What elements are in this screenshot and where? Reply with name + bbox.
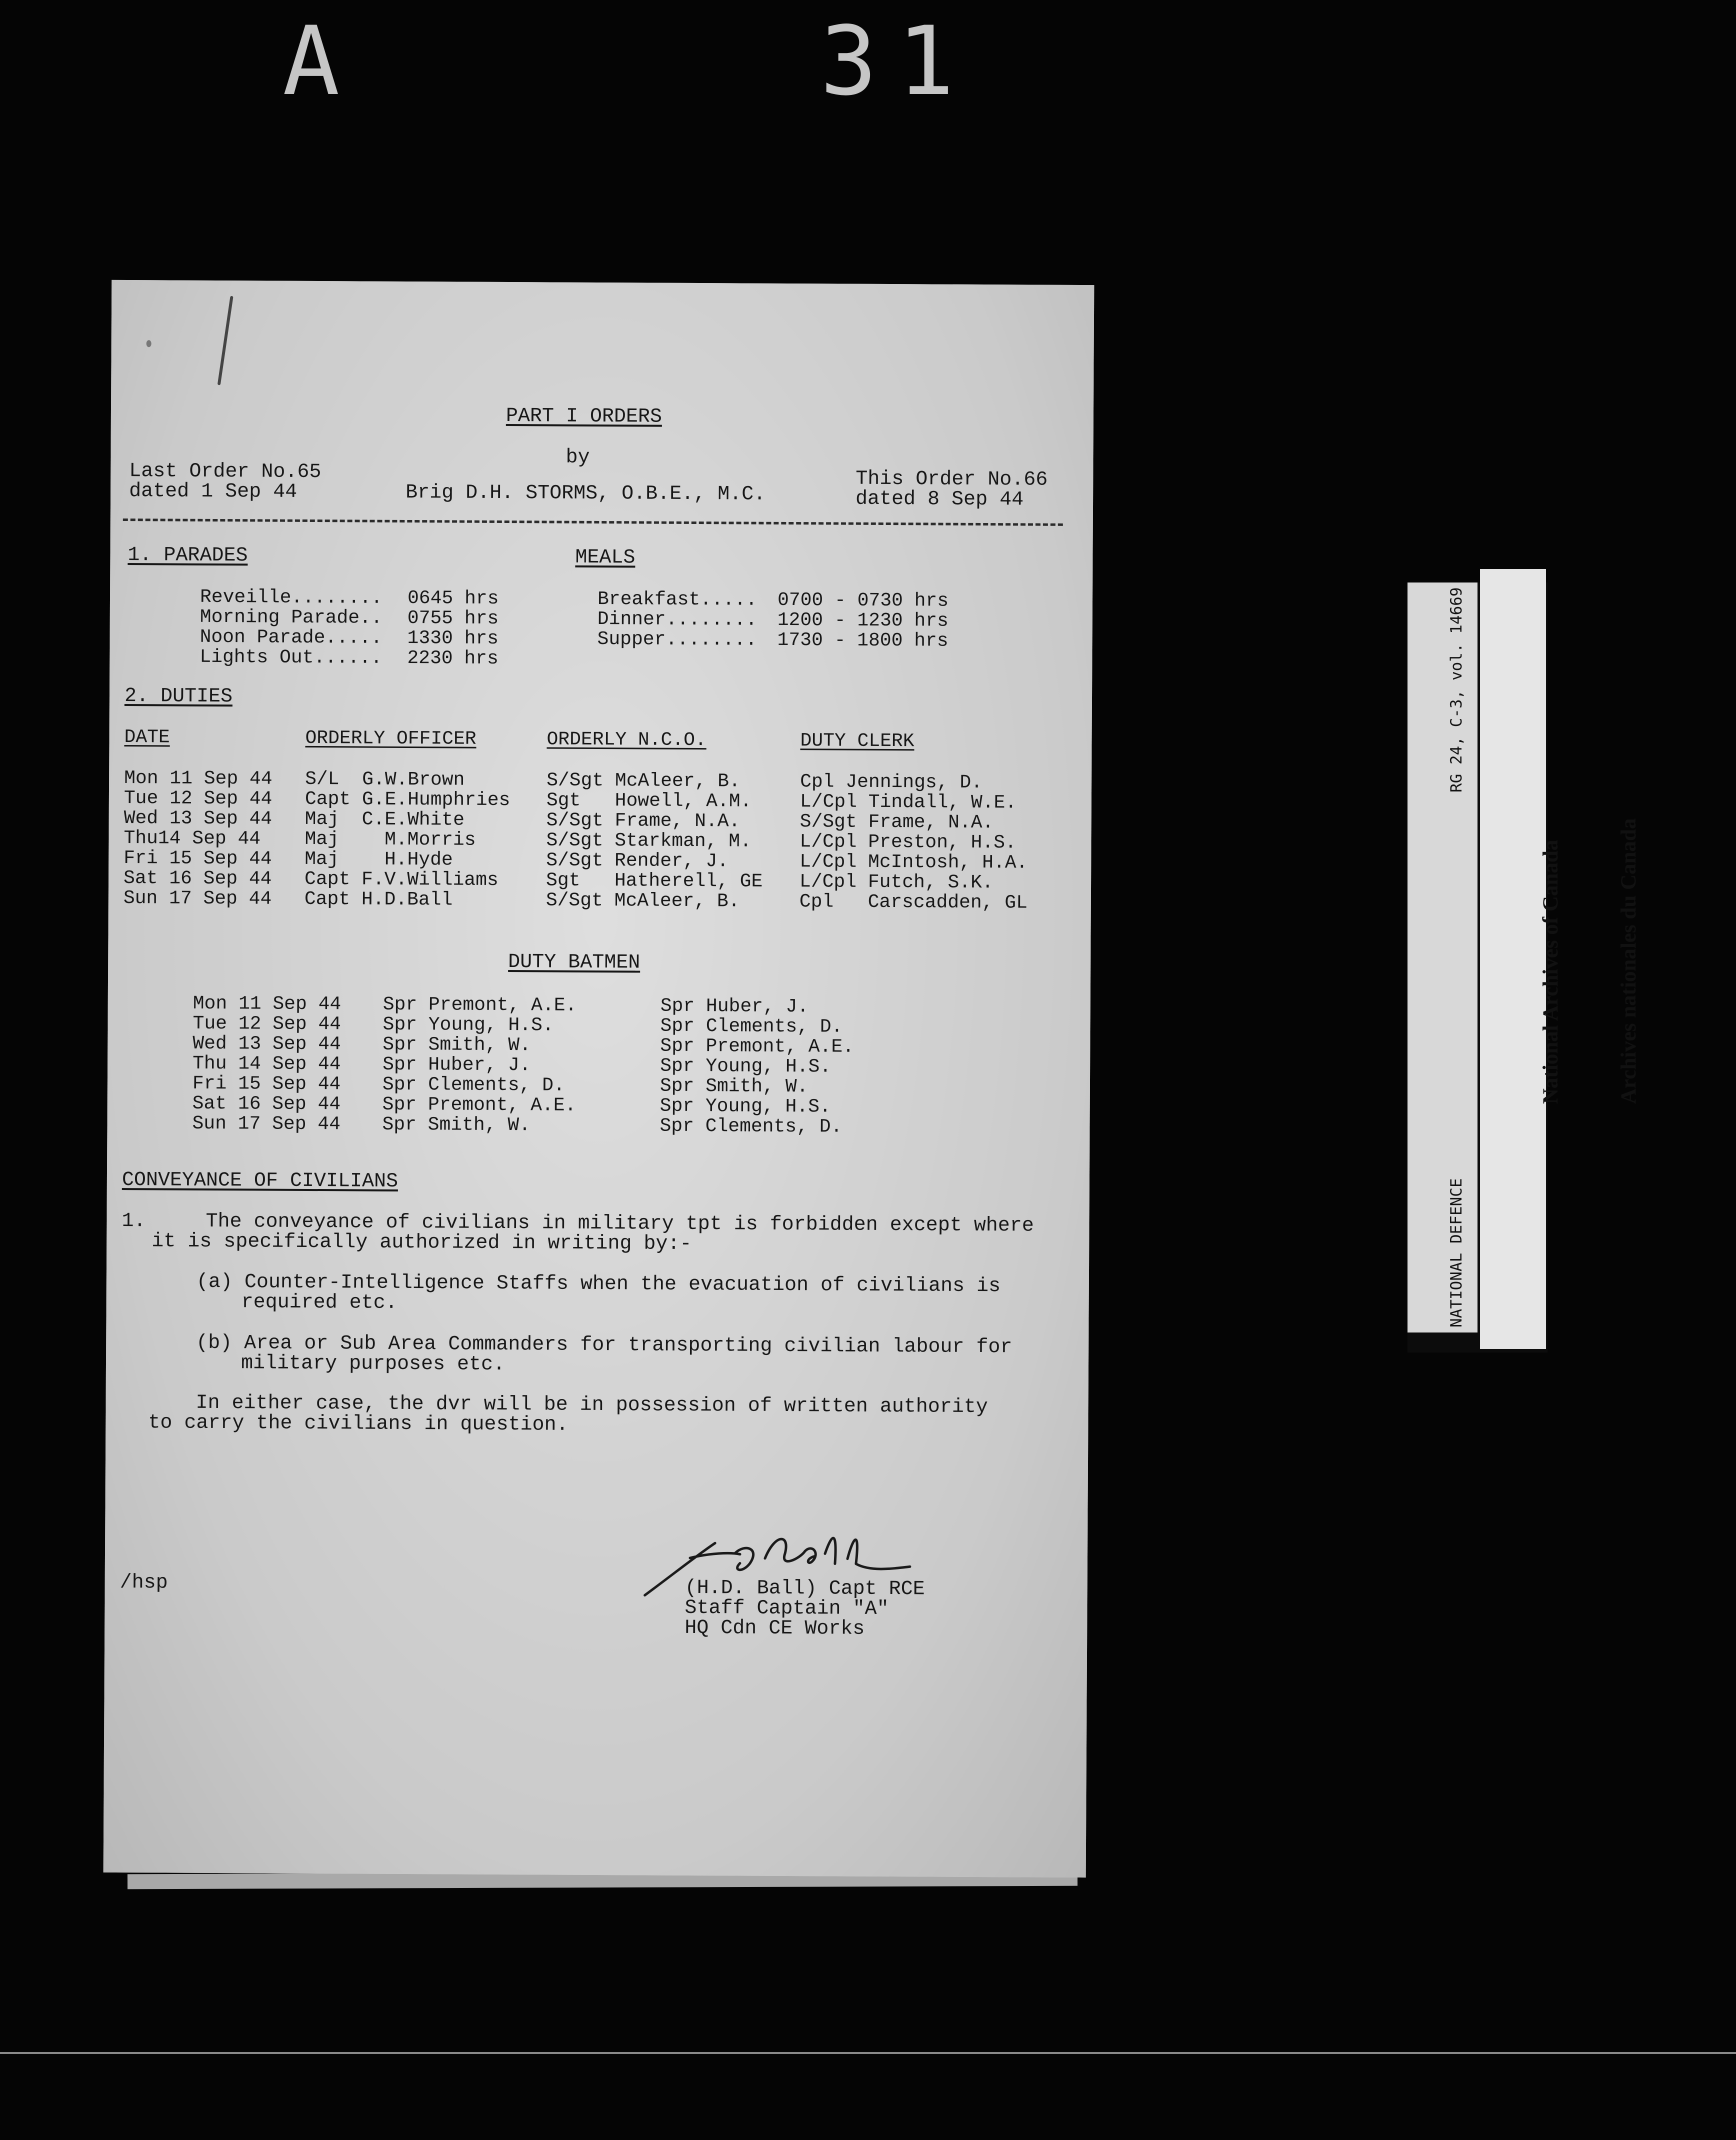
last-order-number: Last Order No.65	[129, 460, 322, 484]
batman-date: Fri 15 Sep 44	[192, 1072, 341, 1096]
parade-label: Lights Out......	[200, 646, 382, 669]
conveyance-para-line: 1. The conveyance of civilians in military tpt is forbidden except where	[122, 1210, 1034, 1238]
parade-label: Noon Parade.....	[200, 626, 382, 649]
conveyance-para-line: it is specifically authorized in writing by:-	[152, 1230, 692, 1256]
meal-time: 0700 - 0730 hrs	[777, 589, 949, 612]
frame-divider	[0, 2052, 1736, 2054]
parade-time: 0755 hrs	[407, 607, 499, 630]
duty-date: Sat 16 Sep 44	[123, 868, 272, 890]
batman-first: Spr Premont, A.E.	[382, 994, 577, 1016]
issuing-officer: Brig D.H. STORMS, O.B.E., M.C.	[406, 481, 766, 506]
last-order-date: dated 1 Sep 44	[129, 480, 298, 504]
orderly-nco: S/Sgt Render, J.	[546, 850, 729, 872]
parade-time: 0645 hrs	[407, 587, 499, 610]
duty-clerk: L/Cpl Futch, S.K.	[799, 871, 994, 894]
batman-date: Thu 14 Sep 44	[192, 1052, 341, 1076]
batman-second: Spr Smith, W.	[660, 1075, 808, 1098]
conveyance-item-a: (a) Counter-Intelligence Staffs when the evacuation of civilians is	[196, 1270, 1001, 1298]
duties-col-officer: ORDERLY OFFICER	[305, 727, 476, 750]
header-divider	[123, 518, 1063, 526]
signatory-title: Staff Captain "A"	[684, 1596, 889, 1621]
order-document	[104, 280, 1094, 1878]
duty-date: Wed 13 Sep 44	[124, 808, 272, 830]
orderly-nco: S/Sgt Frame, N.A.	[546, 810, 740, 832]
parade-time: 2230 hrs	[407, 647, 498, 670]
batman-date: Sun 17 Sep 44	[192, 1112, 341, 1136]
orderly-officer: S/L G.W.Brown	[305, 768, 465, 791]
duty-clerk: L/Cpl McIntosh, H.A.	[800, 851, 1028, 874]
meal-label: Supper........	[597, 628, 757, 651]
issued-by-word: by	[566, 446, 590, 469]
duty-clerk: S/Sgt Frame, N.A.	[800, 811, 994, 834]
batman-first: Spr Smith, W.	[382, 1114, 531, 1136]
parade-label: Reveille........	[200, 586, 382, 609]
meal-label: Dinner........	[597, 608, 758, 631]
meal-time: 1730 - 1800 hrs	[777, 629, 948, 652]
duties-heading: 2. DUTIES	[124, 685, 233, 708]
archive-name-en: National Archives of Canada	[1539, 840, 1562, 1104]
orderly-officer: Maj H.Hyde	[304, 848, 453, 871]
archive-ref-line: RG 24, C-3, vol. 14669	[1448, 587, 1466, 792]
archive-label-title	[1480, 569, 1640, 1349]
batman-second: Spr Clements, D.	[660, 1015, 843, 1038]
archive-dept-line: NATIONAL DEFENCE	[1448, 1178, 1466, 1328]
duties-col-clerk: DUTY CLERK	[800, 730, 914, 752]
parade-label: Morning Parade..	[200, 606, 382, 629]
conveyance-closing: In either case, the dvr will be in possession of written authority	[196, 1392, 988, 1419]
batman-first: Spr Clements, D.	[382, 1074, 565, 1096]
batman-first: Spr Premont, A.E.	[382, 1094, 576, 1116]
batman-date: Sat 16 Sep 44	[192, 1092, 341, 1116]
orderly-officer: Capt F.V.Williams	[304, 868, 498, 891]
meal-label: Breakfast.....	[597, 588, 758, 611]
duty-clerk: Cpl Carscadden, GL	[799, 891, 1028, 914]
batman-first: Spr Young, H.S.	[382, 1014, 554, 1036]
batman-second: Spr Young, H.S.	[660, 1055, 832, 1078]
batman-date: Wed 13 Sep 44	[192, 1032, 341, 1056]
duties-col-date: DATE	[124, 726, 170, 748]
batman-second: Spr Huber, J.	[660, 995, 809, 1018]
conveyance-item-b: (b) Area or Sub Area Commanders for transporting civilian labour for	[196, 1332, 1012, 1359]
orderly-officer: Capt G.E.Humphries	[304, 788, 510, 812]
archive-label-reference	[1408, 582, 1478, 1332]
orderly-officer: Maj M.Morris	[304, 828, 476, 851]
batman-first: Spr Smith, W.	[382, 1034, 531, 1056]
batman-second: Spr Premont, A.E.	[660, 1035, 854, 1058]
orderly-officer: Maj C.E.White	[304, 808, 465, 831]
signatory-unit: HQ Cdn CE Works	[684, 1616, 865, 1640]
meal-time: 1200 - 1230 hrs	[777, 609, 948, 632]
batman-date: Tue 12 Sep 44	[192, 1012, 342, 1036]
meals-heading: MEALS	[575, 546, 636, 570]
duty-date: Fri 15 Sep 44	[124, 848, 272, 870]
duty-clerk: L/Cpl Preston, H.S.	[800, 831, 1016, 854]
typist-initials: /hsp	[120, 1571, 168, 1594]
this-order-date: dated 8 Sep 44	[855, 488, 1024, 512]
batman-second: Spr Clements, D.	[660, 1115, 842, 1138]
duty-date: Sun 17 Sep 44	[123, 888, 272, 910]
frame-mark-right: 31	[820, 6, 974, 116]
batman-first: Spr Huber, J.	[382, 1054, 531, 1076]
duty-date: Mon 11 Sep 44	[124, 768, 272, 790]
conveyance-closing: to carry the civilians in question.	[148, 1412, 568, 1436]
conveyance-item-a: required etc.	[241, 1291, 398, 1314]
duty-date: Thu14 Sep 44	[124, 828, 261, 850]
frame-mark-left: A	[282, 6, 360, 116]
signatory-name: (H.D. Ball) Capt RCE	[684, 1576, 925, 1601]
conveyance-item-b: military purposes etc.	[240, 1352, 506, 1376]
batman-second: Spr Young, H.S.	[660, 1095, 831, 1118]
parade-time: 1330 hrs	[407, 627, 499, 650]
duty-clerk: Cpl Jennings, D.	[800, 771, 983, 794]
conveyance-heading: CONVEYANCE OF CIVILIANS	[122, 1169, 398, 1193]
batmen-heading: DUTY BATMEN	[508, 951, 640, 974]
archive-name-fr: Archives nationales du Canada	[1617, 818, 1640, 1104]
this-order-number: This Order No.66	[856, 468, 1048, 492]
orderly-nco: S/Sgt McAleer, B.	[546, 890, 740, 912]
duty-date: Tue 12 Sep 44	[124, 788, 272, 810]
orderly-nco: Sgt Howell, A.M.	[546, 790, 752, 812]
duty-clerk: L/Cpl Tindall, W.E.	[800, 791, 1017, 814]
duties-col-nco: ORDERLY N.C.O.	[546, 728, 706, 752]
document-title: PART I ORDERS	[506, 405, 662, 428]
parades-heading: 1. PARADES	[128, 544, 248, 568]
orderly-nco: S/Sgt Starkman, M.	[546, 830, 752, 852]
batman-date: Mon 11 Sep 44	[192, 992, 342, 1016]
orderly-nco: S/Sgt McAleer, B.	[546, 770, 740, 792]
orderly-officer: Capt H.D.Ball	[304, 888, 453, 911]
orderly-nco: Sgt Hatherell, GE	[546, 870, 763, 892]
